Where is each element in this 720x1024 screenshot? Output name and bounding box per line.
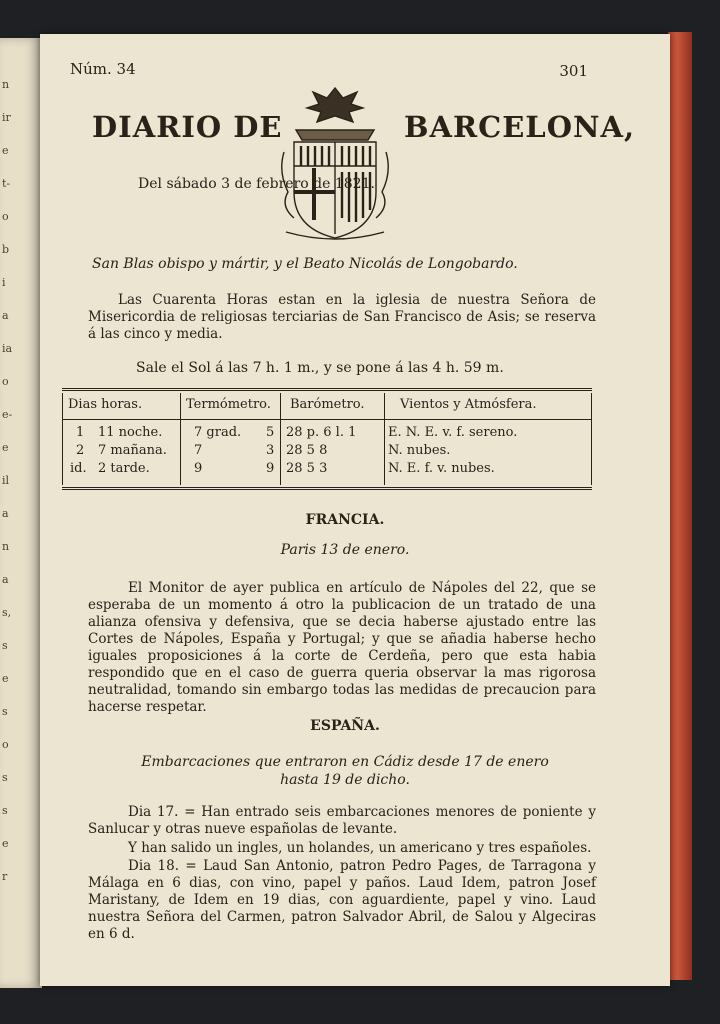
masthead-left: DIARIO DE — [92, 110, 283, 144]
left-page-fragment: s — [2, 705, 8, 718]
left-page-fragment: e — [2, 672, 9, 685]
book-edge — [668, 32, 692, 980]
left-page-fragment: o — [2, 210, 9, 223]
left-page-fragment: e- — [2, 408, 13, 421]
left-page-fragment: t- — [2, 177, 11, 190]
row1-baro: 28 p. 6 l. 1 — [286, 425, 357, 440]
left-page-fragment: ir — [2, 111, 11, 124]
left-page-fragment: b — [2, 243, 10, 256]
issue-number: Núm. 34 — [70, 60, 136, 78]
left-page-fragment: s — [2, 771, 8, 784]
row1-hour: 11 noche. — [98, 425, 163, 440]
left-page-fragment: a — [2, 309, 9, 322]
left-page-fragment: e — [2, 144, 9, 157]
row1-day: 1 — [76, 425, 85, 440]
row3-baro: 28 5 3 — [286, 461, 328, 476]
left-page-fragment: a — [2, 507, 9, 520]
shipping-day-18: Dia 18. = Laud San Antonio, patron Pedro Pages, de Tarragona y Málaga en 6 dias, con vino, papel y paños. Laud Idem, patron Josef Maristany, de Idem en 19 dias, con aguardiente, papel y vino. Laud nuestra Señora del Carmen, patron Salvador Abril, de Salou y Algeciras en 6 d. — [88, 858, 596, 942]
left-page-fragment: ia — [2, 342, 13, 355]
article-francia: El Monitor de ayer publica en artículo de Nápoles del 22, que se esperaba de un momento á otro la publicacion de un tratado de una alianza ofensiva y defensiva, que se decia haberse ajustado entre las Cortes de Nápoles, España y Portugal; y que se añadia haberse hecho iguales proposiciones á la corte de Cerdeña, pero que esta habia respondido que en el caso de guerra queria observar la mas rigorosa neutralidad, tomando sin embargo todas las medidas de precaucion para hacerse respetar. — [88, 580, 596, 715]
row2-therm-a: 7 — [194, 443, 203, 458]
left-page-fragment: a — [2, 573, 9, 586]
shipping-departures: Y han salido un ingles, un holandes, un americano y tres españoles. — [128, 840, 592, 856]
saints-of-day: San Blas obispo y mártir, y el Beato Nicolás de Longobardo. — [92, 256, 518, 272]
devotion-notice: Las Cuarenta Horas estan en la iglesia de nuestra Señora de Misericordia de religiosas terciarias de San Francisco de Asis; se reserva á las cinco y media. — [88, 292, 596, 342]
left-page-fragment: s, — [2, 606, 12, 619]
weather-table — [62, 388, 592, 490]
row3-day: id. — [70, 461, 87, 476]
left-page-fragment: o — [2, 375, 9, 388]
newspaper-page — [40, 34, 670, 986]
dateline-paris: Paris 13 de enero. — [280, 542, 410, 558]
barcelona-crest-icon — [276, 82, 394, 242]
left-page-fragment: n — [2, 78, 10, 91]
row3-therm-a: 9 — [194, 461, 203, 476]
header-days: Dias horas. — [68, 397, 143, 412]
left-page-fragment: r — [2, 870, 8, 883]
shipping-subtitle-1: Embarcaciones que entraron en Cádiz desde 17 de enero — [141, 754, 549, 770]
left-page-fragment: n — [2, 540, 10, 553]
row2-wind: N. nubes. — [388, 443, 451, 458]
row2-baro: 28 5 8 — [286, 443, 328, 458]
header-winds: Vientos y Atmósfera. — [400, 397, 537, 412]
left-page-fragment: o — [2, 738, 9, 751]
page-number: 301 — [559, 62, 588, 80]
row3-wind: N. E. f. v. nubes. — [388, 461, 495, 476]
sun-times: Sale el Sol á las 7 h. 1 m., y se pone á las 4 h. 59 m. — [136, 360, 504, 376]
header-thermometer: Termómetro. — [186, 397, 271, 412]
row2-day: 2 — [76, 443, 85, 458]
row1-therm-b: 5 — [266, 425, 275, 440]
shipping-subtitle-2: hasta 19 de dicho. — [280, 772, 410, 788]
section-title-francia: FRANCIA. — [305, 512, 385, 528]
date-line: Del sábado 3 de febrero de 1821. — [138, 176, 375, 192]
left-page-fragment: s — [2, 804, 8, 817]
left-page-fragment: e — [2, 837, 9, 850]
row2-hour: 7 mañana. — [98, 443, 167, 458]
row1-therm-a: 7 grad. — [194, 425, 242, 440]
left-page-fragment: i — [2, 276, 6, 289]
section-title-espana: ESPAÑA. — [310, 718, 380, 734]
left-page-edge — [0, 38, 42, 988]
masthead-right: BARCELONA, — [404, 110, 636, 144]
row1-wind: E. N. E. v. f. sereno. — [388, 425, 518, 440]
shipping-day-17: Dia 17. = Han entrado seis embarcaciones menores de poniente y Sanlucar y otras nueve españolas de levante. — [88, 804, 596, 837]
left-page-fragment: s — [2, 639, 8, 652]
row3-therm-b: 9 — [266, 461, 275, 476]
header-barometer: Barómetro. — [290, 397, 365, 412]
left-page-fragment: il — [2, 474, 10, 487]
row3-hour: 2 tarde. — [98, 461, 150, 476]
left-page-fragment: e — [2, 441, 9, 454]
row2-therm-b: 3 — [266, 443, 275, 458]
